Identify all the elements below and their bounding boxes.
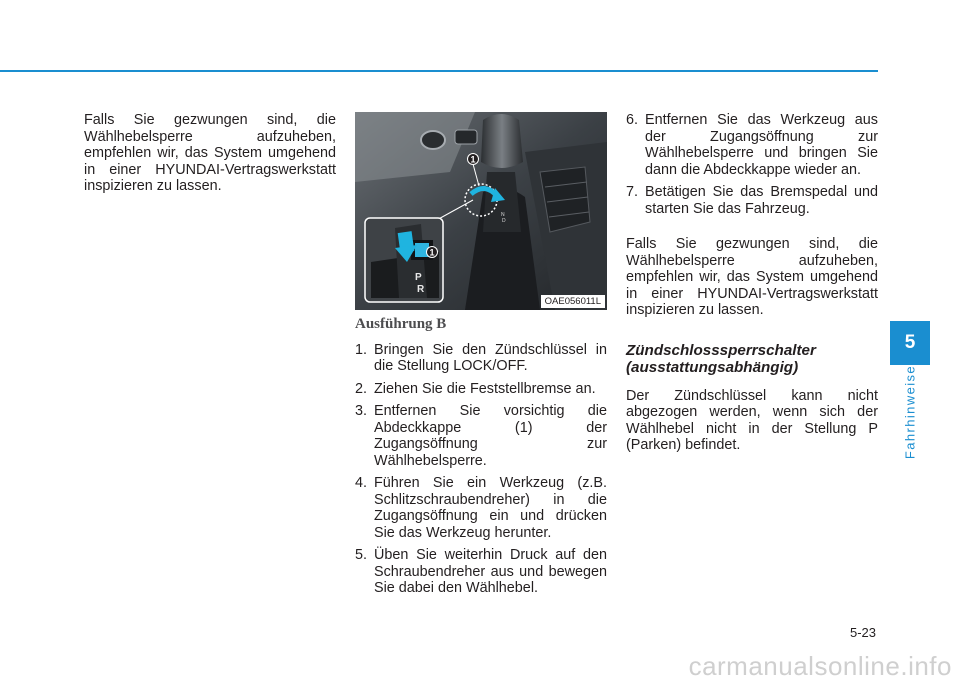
watermark: carmanualsonline.info: [688, 651, 952, 681]
feature-paragraph: Der Zündschlüssel kann nicht abgezogen werden, wenn sich der Wählhebel nicht in der Stellung P (Parken) befindet.: [626, 387, 878, 453]
list-item: [355, 475, 607, 541]
steps-list-continued: [626, 112, 878, 217]
page-number: 5-23: [849, 625, 876, 640]
header-rule: [0, 70, 878, 72]
step-number: 2.: [355, 380, 368, 397]
step-text: Entfernen Sie das Werkzeug aus der Zugangsöffnung zur Wählhebelsperre und bringen Sie dann die Abdeckkappe wieder an.: [645, 112, 878, 178]
figure-code: OAE056011L: [541, 295, 605, 308]
list-item: [355, 403, 607, 469]
feature-heading: Zündschlosssperrschalter (ausstattungsabhängig): [626, 341, 816, 376]
step-text: Ziehen Sie die Feststellbremse an.: [374, 380, 596, 397]
step-text: Führen Sie ein Werkzeug (z.B. Schlitzschraubendreher) in die Zugangsöffnung ein und drücken Sie das Werkzeug herunter.: [374, 475, 607, 541]
step-number: 4.: [355, 475, 368, 491]
gear-shift-photo: [355, 112, 607, 310]
callout-number-inset: 1: [429, 247, 435, 258]
chapter-number-tab: 5: [890, 321, 930, 365]
list-item: [355, 342, 607, 375]
list-item: [355, 381, 607, 398]
gear-letter-d-small: D: [502, 218, 506, 224]
step-number: 6.: [626, 112, 639, 128]
gear-letter-n-small: N: [501, 212, 505, 218]
middle-column: [355, 316, 607, 603]
callout-number-top: 1: [470, 154, 476, 165]
step-number: 7.: [626, 184, 639, 200]
warning-paragraph: Falls Sie gezwungen sind, die Wählhebelsperre aufzuheben, empfehlen wir, das System umgehend in einer HYUNDAI-Vertragswerkstatt inspizieren zu lassen.: [626, 236, 878, 318]
gear-shift-illustration: [355, 112, 607, 310]
step-text: Entfernen Sie vorsichtig die Abdeckkappe (1) der Zugangsöffnung zur Wählhebelsperre.: [374, 403, 607, 469]
gear-letter-r: R: [417, 284, 425, 295]
list-item: [626, 184, 878, 217]
list-item: [626, 112, 878, 178]
step-text: Betätigen Sie das Bremspedal und starten Sie das Fahrzeug.: [645, 184, 878, 217]
list-item: [355, 547, 607, 597]
step-number: 1.: [355, 341, 368, 358]
section-heading: Ausführung B: [355, 316, 447, 332]
step-number: 3.: [355, 403, 368, 419]
steps-list-b: [355, 342, 607, 597]
chapter-title: Fahrhinweise: [902, 364, 918, 460]
intro-paragraph: Falls Sie gezwungen sind, die Wählhebelsperre aufzuheben, empfehlen wir, das System umgehend in einer HYUNDAI-Vertragswerkstatt inspizieren zu lassen.: [84, 112, 336, 194]
right-column: [626, 112, 878, 467]
step-text: Bringen Sie den Zündschlüssel in die Stellung LOCK/OFF.: [374, 341, 607, 374]
step-number: 5.: [355, 547, 368, 563]
gear-letter-p: P: [415, 272, 422, 283]
step-text: Üben Sie weiterhin Druck auf den Schraubendreher aus und bewegen Sie dabei den Wählhebel.: [374, 547, 607, 596]
left-column: [84, 112, 336, 208]
